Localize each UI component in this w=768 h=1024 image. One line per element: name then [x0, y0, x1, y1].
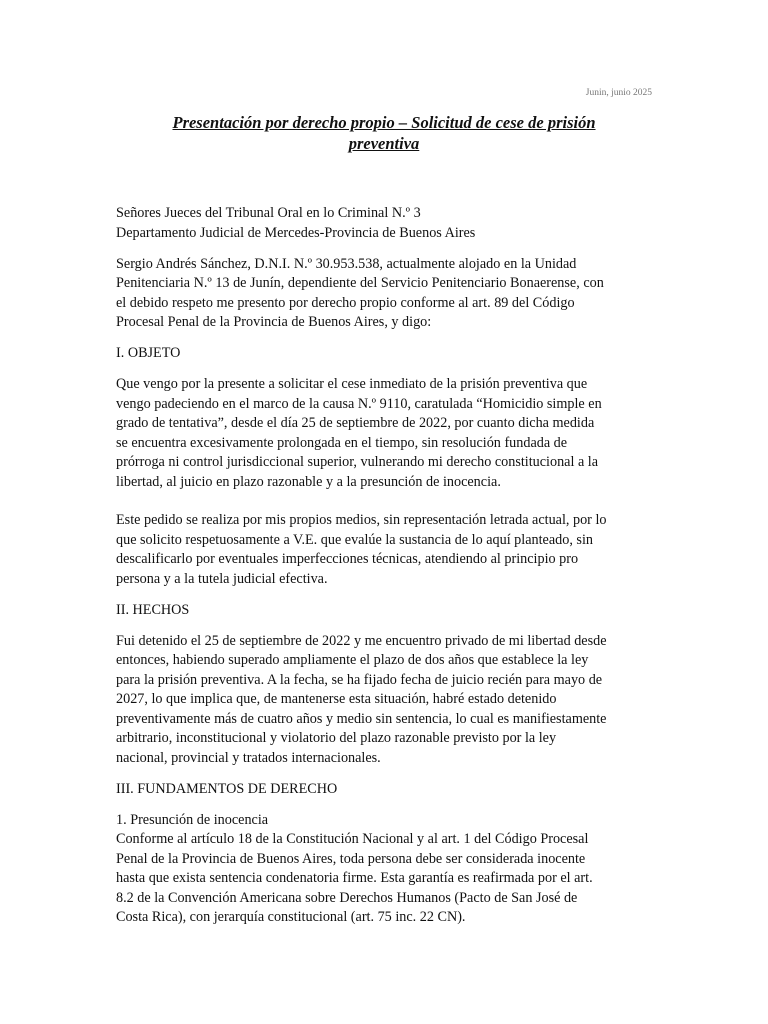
- section-heading-text: I. OBJETO: [116, 345, 181, 361]
- paragraph-line: Este pedido se realiza por mis propios medios, sin representación letrada actual, por lo: [116, 512, 607, 528]
- paragraph-line: preventivamente más de cuatro años y medio sin sentencia, lo cual es manifiestamente: [116, 710, 607, 727]
- fundamentos-subsection-1: [116, 811, 652, 928]
- paragraph-line: Costa Rica), con jerarquía constitucional (art. 75 inc. 22 CN).: [116, 909, 466, 925]
- objeto-paragraph-2: [116, 511, 652, 589]
- title-line-1: Presentación por derecho propio – Solicitud de cese de prisión: [172, 113, 596, 132]
- addressee-line-2: Departamento Judicial de Mercedes-Provincia de Buenos Aires: [116, 224, 476, 241]
- paragraph-line: persona y a la tutela judicial efectiva.: [116, 570, 328, 587]
- paragraph-line: arbitrario, inconstitucional y violatorio del plazo razonable previsto por la ley: [116, 730, 557, 746]
- intro-line: Procesal Penal de la Provincia de Buenos Aires, y digo:: [116, 314, 432, 330]
- paragraph-line: libertad, al juicio en plazo razonable y a la presunción de inocencia.: [116, 473, 501, 490]
- document-body: [116, 204, 652, 939]
- section-heading-fundamentos: [116, 780, 652, 800]
- paragraph-line: descalificarlo por eventuales imperfecciones técnicas, atendiendo al principio pro: [116, 551, 579, 567]
- addressee: [116, 204, 652, 243]
- paragraph-line: prórroga ni control jurisdiccional superior, vulnerando mi derecho constitucional a la: [116, 454, 599, 470]
- intro-line: el debido respeto me presento por derecho propio conforme al art. 89 del Código: [116, 294, 575, 311]
- paragraph-line: para la prisión preventiva. A la fecha, se ha fijado fecha de juicio recién para mayo de: [116, 671, 603, 688]
- section-heading-objeto: [116, 344, 652, 364]
- intro-line: Sergio Andrés Sánchez, D.N.I. N.º 30.953.538, actualmente alojado en la Unidad: [116, 255, 577, 272]
- document-title: [116, 112, 652, 154]
- title-line-2: preventiva: [348, 134, 420, 153]
- paragraph-line: 2027, lo que implica que, de mantenerse esta situación, habré estado detenido: [116, 691, 557, 707]
- paragraph-line: se encuentra excesivamente prolongada en el tiempo, sin resolución fundada de: [116, 434, 568, 451]
- subsection-heading: 1. Presunción de inocencia: [116, 811, 269, 828]
- document-date: Junin, junio 2025: [585, 88, 652, 98]
- intro-line: Penitenciaria N.º 13 de Junín, dependiente del Servicio Penitenciario Bonaerense, con: [116, 275, 604, 291]
- intro-paragraph: [116, 255, 652, 333]
- paragraph-line: grado de tentativa”, desde el día 25 de septiembre de 2022, por cuanto dicha medida: [116, 415, 595, 431]
- paragraph-line: hasta que exista sentencia condenatoria firme. Esta garantía es reafirmada por el art.: [116, 870, 593, 886]
- objeto-paragraph-1: [116, 375, 652, 492]
- paragraph-line: vengo padeciendo en el marco de la causa N.º 9110, caratulada “Homicidio simple en: [116, 395, 602, 412]
- paragraph-line: Fui detenido el 25 de septiembre de 2022 y me encuentro privado de mi libertad desde: [116, 632, 607, 649]
- paragraph-line: 8.2 de la Convención Americana sobre Derechos Humanos (Pacto de San José de: [116, 889, 578, 906]
- paragraph-line: entonces, habiendo superado ampliamente el plazo de dos años que establece la ley: [116, 652, 589, 668]
- section-heading-text: III. FUNDAMENTOS DE DERECHO: [116, 780, 338, 797]
- paragraph-line: que solicito respetuosamente a V.E. que evalúe la sustancia de lo aquí planteado, sin: [116, 531, 593, 548]
- paragraph-line: nacional, provincial y tratados internacionales.: [116, 749, 381, 766]
- section-heading-hechos: [116, 601, 652, 621]
- paragraph-line: Penal de la Provincia de Buenos Aires, toda persona debe ser considerada inocente: [116, 850, 586, 867]
- paragraph-line: Que vengo por la presente a solicitar el cese inmediato de la prisión preventiva que: [116, 376, 588, 392]
- hechos-paragraph: [116, 632, 652, 769]
- addressee-line-1: Señores Jueces del Tribunal Oral en lo Criminal N.º 3: [116, 205, 421, 221]
- section-heading-text: II. HECHOS: [116, 601, 190, 618]
- paragraph-line: Conforme al artículo 18 de la Constitución Nacional y al art. 1 del Código Procesal: [116, 831, 589, 847]
